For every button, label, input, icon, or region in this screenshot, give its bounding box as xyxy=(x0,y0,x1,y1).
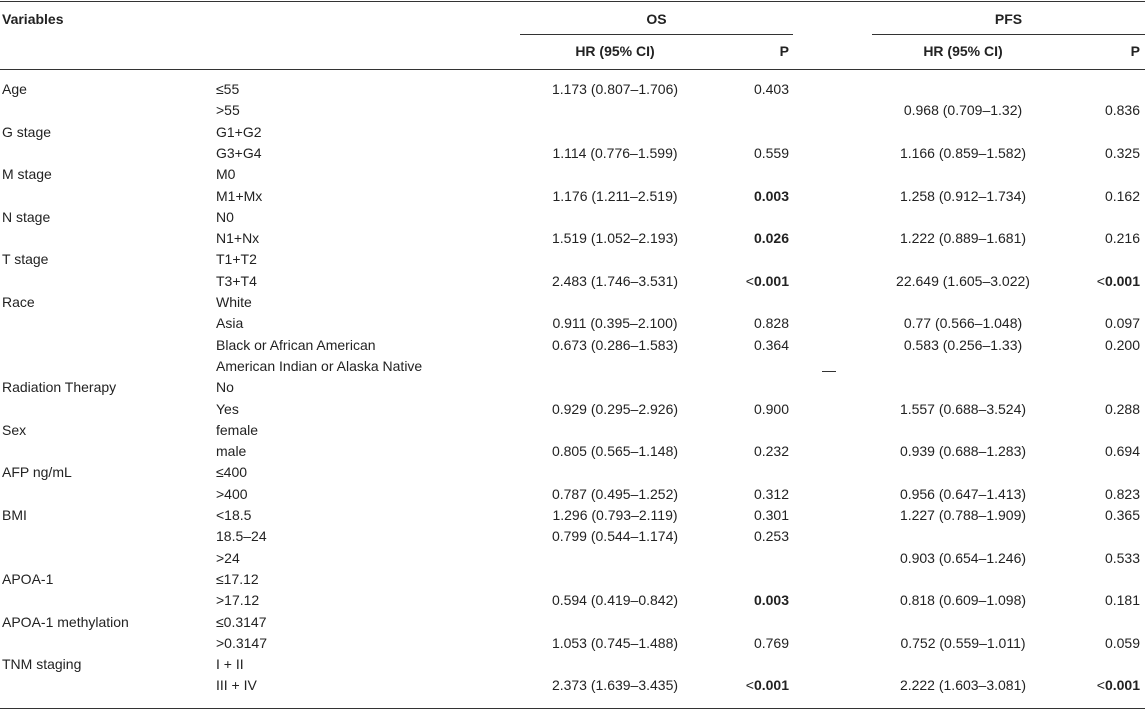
row-category: ≤400 xyxy=(216,464,248,480)
row-os-p xyxy=(700,272,789,290)
row-category: Asia xyxy=(216,315,244,331)
row-pfs-hr: 0.939 (0.688–1.283) xyxy=(899,443,1027,459)
row-pfs-hr: 0.968 (0.709–1.32) xyxy=(903,102,1023,118)
row-pfs-hr: 0.956 (0.647–1.413) xyxy=(899,486,1027,502)
row-category: M0 xyxy=(216,166,236,182)
row-category: ≤0.3147 xyxy=(216,614,267,630)
header-pfs-hr: HR (95% CI) xyxy=(923,43,1003,59)
row-category: American Indian or Alaska Native xyxy=(216,358,423,374)
pfs-p-value: 0.200 xyxy=(1104,337,1140,353)
os-p-value: 0.769 xyxy=(753,635,789,651)
row-variable: G stage xyxy=(2,124,52,140)
pfs-p-value: 0.288 xyxy=(1104,401,1140,417)
header-os-p: P xyxy=(779,43,789,59)
row-category: <18.5 xyxy=(216,507,252,523)
row-pfs-p xyxy=(1050,506,1140,524)
row-pfs-p xyxy=(1050,400,1140,418)
row-pfs-p xyxy=(1050,485,1140,503)
row-pfs-hr: 1.227 (0.788–1.909) xyxy=(899,507,1027,523)
row-os-p xyxy=(700,485,789,503)
row-pfs-hr: 22.649 (1.605–3.022) xyxy=(896,273,1030,289)
row-pfs-p xyxy=(1050,187,1140,205)
row-category: Yes xyxy=(216,401,239,417)
row-os-hr: 1.173 (0.807–1.706) xyxy=(551,81,679,97)
row-variable: BMI xyxy=(2,507,27,523)
row-os-p xyxy=(700,634,789,652)
row-pfs-hr: 0.77 (0.566–1.048) xyxy=(903,315,1023,331)
row-category: 18.5–24 xyxy=(216,528,267,544)
row-os-p xyxy=(700,229,789,247)
row-pfs-p xyxy=(1050,101,1140,119)
row-category: >55 xyxy=(216,102,240,118)
row-category: male xyxy=(216,443,247,459)
os-p-value: 0.001 xyxy=(753,677,789,693)
row-pfs-p xyxy=(1050,549,1140,567)
os-p-value: 0.253 xyxy=(753,528,789,544)
row-os-p xyxy=(700,591,789,609)
header-os: OS xyxy=(646,11,667,27)
row-pfs-p xyxy=(1050,314,1140,332)
row-pfs-p xyxy=(1050,336,1140,354)
top-rule xyxy=(0,1,1145,2)
os-p-value: 0.301 xyxy=(753,507,789,523)
pfs-p-value: 0.823 xyxy=(1104,486,1140,502)
row-pfs-p xyxy=(1050,272,1140,290)
row-category: T1+T2 xyxy=(216,251,257,267)
pfs-group-rule xyxy=(872,34,1145,35)
row-pfs-hr: 0.583 (0.256–1.33) xyxy=(903,337,1023,353)
row-pfs-hr: 0.752 (0.559–1.011) xyxy=(900,635,1026,651)
row-category: T3+T4 xyxy=(216,273,257,289)
table-bottom-rule xyxy=(0,708,1145,709)
pfs-p-value: 0.001 xyxy=(1104,273,1140,289)
row-pfs-p xyxy=(1050,229,1140,247)
row-os-hr: 1.519 (1.052–2.193) xyxy=(551,230,679,246)
os-p-value: 0.003 xyxy=(753,188,789,204)
row-os-hr: 1.296 (0.793–2.119) xyxy=(552,507,678,523)
row-variable: Race xyxy=(2,294,35,310)
row-category: III + IV xyxy=(216,677,257,693)
row-category: ≤17.12 xyxy=(216,571,259,587)
header-variables: Variables xyxy=(2,11,64,27)
pfs-p-value: 0.216 xyxy=(1104,230,1140,246)
row-os-hr: 0.594 (0.419–0.842) xyxy=(551,592,679,608)
row-pfs-hr: 1.166 (0.859–1.582) xyxy=(899,145,1027,161)
row-category: N0 xyxy=(216,209,234,225)
row-os-hr: 1.176 (1.211–2.519) xyxy=(552,188,678,204)
row-os-hr: 0.673 (0.286–1.583) xyxy=(551,337,679,353)
row-variable: Age xyxy=(2,81,27,97)
row-os-hr: 0.929 (0.295–2.926) xyxy=(551,401,679,417)
row-os-hr: 0.787 (0.495–1.252) xyxy=(551,486,679,502)
pfs-p-value: 0.365 xyxy=(1104,507,1140,523)
row-os-hr: 1.053 (0.745–1.488) xyxy=(551,635,679,651)
os-p-value: 0.364 xyxy=(753,337,789,353)
row-os-p xyxy=(700,527,789,545)
os-p-value: 0.403 xyxy=(753,81,789,97)
row-category: G3+G4 xyxy=(216,145,262,161)
row-pfs-hr: 0.903 (0.654–1.246) xyxy=(899,550,1027,566)
row-os-p xyxy=(700,336,789,354)
pfs-p-value: 0.059 xyxy=(1104,635,1140,651)
row-category: ≤55 xyxy=(216,81,240,97)
os-p-value: 0.559 xyxy=(753,145,789,161)
row-variable: AFP ng/mL xyxy=(2,464,72,480)
row-pfs-hr: 1.258 (0.912–1.734) xyxy=(899,188,1027,204)
os-p-prefix: < xyxy=(745,677,754,693)
row-category: female xyxy=(216,422,259,438)
pfs-p-prefix: < xyxy=(1096,677,1105,693)
header-pfs-p: P xyxy=(1130,43,1140,59)
row-os-p xyxy=(700,144,789,162)
header-bottom-rule xyxy=(0,69,1145,70)
row-os-hr: 2.373 (1.639–3.435) xyxy=(551,677,679,693)
row-os-hr: 2.483 (1.746–3.531) xyxy=(551,273,679,289)
os-p-value: 0.026 xyxy=(753,230,789,246)
os-p-value: 0.001 xyxy=(753,273,789,289)
row-variable: M stage xyxy=(2,166,52,182)
row-os-hr: 1.114 (0.776–1.599) xyxy=(552,145,678,161)
os-p-prefix: < xyxy=(745,273,754,289)
row-category: White xyxy=(216,294,252,310)
row-os-hr: 0.805 (0.565–1.148) xyxy=(551,443,679,459)
row-pfs-hr: 1.557 (0.688–3.524) xyxy=(899,401,1027,417)
row-variable: APOA-1 methylation xyxy=(2,614,129,630)
row-pfs-p xyxy=(1050,634,1140,652)
pfs-p-value: 0.181 xyxy=(1104,592,1140,608)
row-pfs-hr: 2.222 (1.603–3.081) xyxy=(899,677,1027,693)
header-pfs: PFS xyxy=(994,11,1023,27)
os-p-value: 0.003 xyxy=(753,592,789,608)
row-dash: — xyxy=(822,362,836,378)
row-category: I + II xyxy=(216,656,244,672)
pfs-p-value: 0.325 xyxy=(1104,145,1140,161)
row-variable: Sex xyxy=(2,422,27,438)
pfs-p-value: 0.533 xyxy=(1104,550,1140,566)
header-os-hr: HR (95% CI) xyxy=(575,43,655,59)
row-pfs-p xyxy=(1050,144,1140,162)
row-category: >17.12 xyxy=(216,592,260,608)
row-variable: T stage xyxy=(2,251,49,267)
pfs-p-value: 0.001 xyxy=(1104,677,1140,693)
row-os-hr: 0.911 (0.395–2.100) xyxy=(552,315,678,331)
row-os-hr: 0.799 (0.544–1.174) xyxy=(551,528,679,544)
row-os-p xyxy=(700,442,789,460)
row-os-p xyxy=(700,314,789,332)
row-os-p xyxy=(700,187,789,205)
row-pfs-p xyxy=(1050,676,1140,694)
row-category: Black or African American xyxy=(216,337,376,353)
row-category: >400 xyxy=(216,486,248,502)
row-variable: Radiation Therapy xyxy=(2,379,117,395)
row-category: M1+Mx xyxy=(216,188,263,204)
row-os-p xyxy=(700,400,789,418)
row-category: >24 xyxy=(216,550,240,566)
pfs-p-value: 0.097 xyxy=(1104,315,1140,331)
row-variable: APOA-1 xyxy=(2,571,54,587)
row-pfs-p xyxy=(1050,442,1140,460)
row-pfs-hr: 1.222 (0.889–1.681) xyxy=(899,230,1027,246)
row-os-p xyxy=(700,506,789,524)
row-pfs-p xyxy=(1050,591,1140,609)
pfs-p-value: 0.694 xyxy=(1104,443,1140,459)
row-variable: N stage xyxy=(2,209,51,225)
pfs-p-value: 0.836 xyxy=(1104,102,1140,118)
os-group-rule xyxy=(520,34,793,35)
row-pfs-hr: 0.818 (0.609–1.098) xyxy=(899,592,1027,608)
row-os-p xyxy=(700,676,789,694)
row-variable: TNM staging xyxy=(2,656,82,672)
os-p-value: 0.828 xyxy=(753,315,789,331)
os-p-value: 0.232 xyxy=(753,443,789,459)
os-p-value: 0.312 xyxy=(753,486,789,502)
pfs-p-prefix: < xyxy=(1096,273,1105,289)
row-category: >0.3147 xyxy=(216,635,267,651)
row-category: G1+G2 xyxy=(216,124,262,140)
row-category: No xyxy=(216,379,234,395)
row-category: N1+Nx xyxy=(216,230,260,246)
row-os-p xyxy=(700,80,789,98)
pfs-p-value: 0.162 xyxy=(1104,188,1140,204)
os-p-value: 0.900 xyxy=(753,401,789,417)
